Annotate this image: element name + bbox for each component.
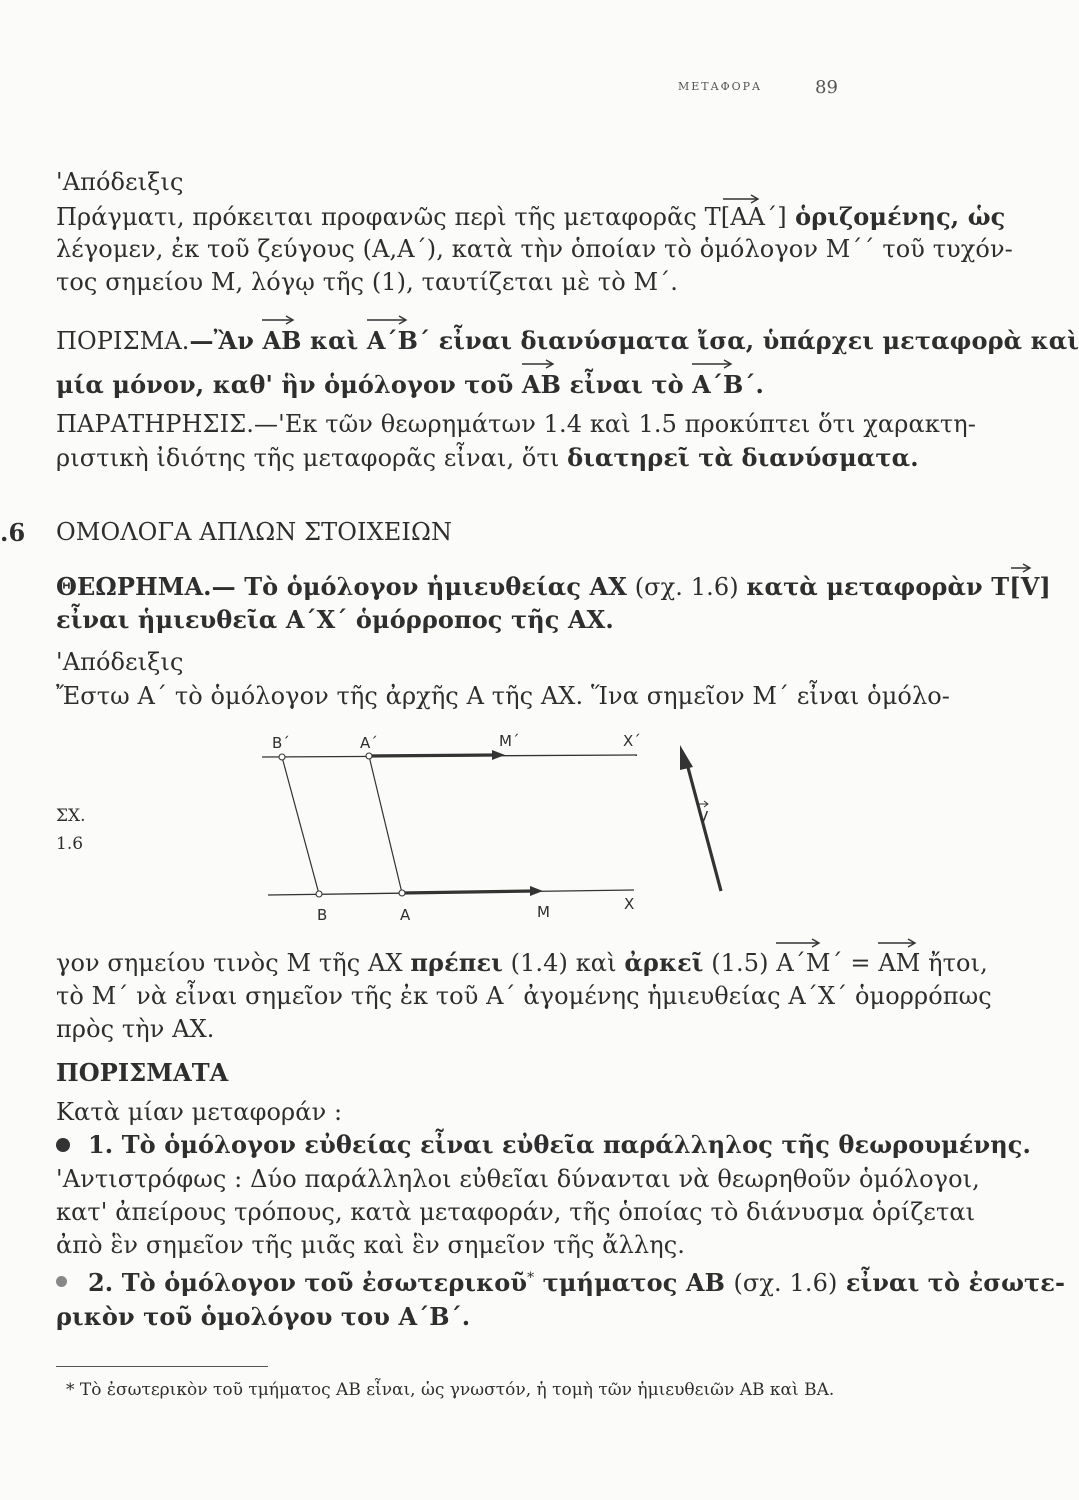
vector-arrow-icon — [692, 358, 734, 370]
vector-arrow-icon — [723, 193, 761, 205]
text-line: 'Αντιστρόφως : Δύο παράλληλοι εὐθεῖαι δύνανται νὰ θεωρηθοῦν ὁμόλογοι, — [56, 1165, 980, 1193]
paratirisis-line-1: ΠΑΡΑΤΗΡΗΣΙΣ.—'Εκ τῶν θεωρημάτων 1.4 καὶ 1.5 προκύπτει ὅτι χαρακτη- — [56, 410, 976, 438]
text-line: Πράγματι, πρόκειται προφανῶς περὶ τῆς μεταφορᾶς Τ[ΑΑ΄] ὁριζομένης, ὡς — [56, 202, 1005, 231]
vector-arrow-icon — [878, 937, 918, 949]
text-line: γον σημείου τινὸς Μ τῆς ΑΧ πρέπει (1.4) καὶ ἀρκεῖ (1.5) Α΄Μ΄ = ΑΜ ἤτοι, — [56, 948, 988, 977]
lower-vector-segment — [402, 891, 534, 893]
label-B-prime: Β΄ — [272, 734, 290, 752]
porismata-intro: Κατὰ μίαν μεταφοράν : — [56, 1098, 343, 1126]
corollary-2-line-1: 2. Τὸ ὁμόλογον τοῦ ἐσωτερικοῦ* τμήματος ΑΒ (σχ. 1.6) εἶναι τὸ ἐσωτε- — [88, 1268, 1066, 1297]
label-M-prime: Μ΄ — [499, 732, 520, 750]
paratirisis-line-2: ριστικὴ ἰδιότης τῆς μεταφορᾶς εἶναι, ὅτι διατηρεῖ τὰ διανύσματα. — [56, 443, 919, 472]
connector-BB — [282, 757, 319, 894]
label-A: Α — [400, 906, 411, 924]
vector-arrow-icon — [522, 358, 556, 370]
lower-ray — [268, 890, 634, 895]
section-title: ΟΜΟΛΟΓΑ ΑΠΛΩΝ ΣΤΟΙΧΕΙΩΝ — [56, 518, 453, 546]
upper-ray — [262, 755, 637, 757]
text-line: ἀπὸ ἓν σημεῖον τῆς μιᾶς καὶ ἓν σημεῖον τῆς ἄλλης. — [56, 1231, 685, 1259]
figure-caption-number: 1.6 — [56, 834, 84, 854]
vector-arrow-icon — [262, 314, 296, 326]
connector-AA — [369, 756, 402, 893]
corollary-2-line-2: ρικὸν τοῦ ὁμολόγου του Α΄Β΄. — [56, 1302, 471, 1331]
label-B: Β — [317, 906, 328, 924]
porismata-title: ΠΟΡΙΣΜΑΤΑ — [56, 1058, 229, 1087]
text-line: τος σημείου Μ, λόγῳ τῆς (1), ταυτίζεται μὲ τὸ Μ΄. — [56, 268, 678, 296]
label-A-prime: Α΄ — [360, 734, 378, 752]
proof-heading: 'Απόδειξις — [56, 648, 184, 676]
running-title: ΜΕΤΑΦΟΡΑ — [678, 80, 762, 93]
theorema-line-2: εἶναι ἡμιευθεῖα Α΄Χ΄ ὁμόρροπος τῆς ΑΧ. — [56, 605, 614, 634]
text-line: λέγομεν, ἐκ τοῦ ζεύγους (Α,Α΄), κατὰ τὴν ὁποίαν τὸ ὁμόλογον Μ΄΄ τοῦ τυχόν- — [56, 235, 1013, 263]
upper-vector-segment — [369, 755, 496, 756]
bullet-icon — [56, 1138, 70, 1152]
text-line: Ἔστω Α΄ τὸ ὁμόλογον τῆς ἀρχῆς Α τῆς ΑΧ. Ἵνα σημεῖον Μ΄ εἶναι ὁμόλο- — [56, 682, 951, 710]
vector-arrow-icon — [776, 937, 822, 949]
proof-heading: 'Απόδειξις — [56, 168, 184, 196]
bullet-icon — [56, 1276, 67, 1287]
figure-caption: ΣΧ. — [56, 806, 86, 826]
corollary-1: 1. Τὸ ὁμόλογον εὐθείας εἶναι εὐθεῖα παράλληλος τῆς θεωρουμένης. — [88, 1130, 1031, 1159]
vector-arrow-icon — [367, 314, 409, 326]
lower-arrowhead — [530, 886, 543, 896]
label-X: Χ — [624, 895, 635, 913]
upper-arrowhead — [492, 750, 505, 760]
point-A — [399, 890, 405, 896]
footnote-rule — [56, 1366, 268, 1367]
label-X-prime: Χ΄ — [623, 732, 641, 750]
translation-vector-arrowhead — [680, 745, 693, 770]
label-vector-V: V — [698, 808, 709, 826]
section-number: .6 — [0, 518, 26, 547]
point-B-prime — [279, 754, 285, 760]
text-line: πρὸς τὴν ΑΧ. — [56, 1015, 215, 1043]
porisma-line-2: μία μόνον, καθ' ἣν ὁμόλογον τοῦ ΑΒ εἶναι τὸ Α΄Β΄ . — [56, 370, 764, 399]
point-B — [316, 891, 322, 897]
label-M: Μ — [537, 903, 550, 921]
text-line: τὸ Μ΄ νὰ εἶναι σημεῖον τῆς ἐκ τοῦ Α΄ ἀγομένης ἡμιευθείας Α΄Χ΄ ὁμορρόπως — [56, 982, 992, 1010]
porisma-line-1: ΠΟΡΙΣΜΑ.—Ἂν ΑΒ καὶ Α΄Β΄ εἶναι διανύσματα ἴσα, ὑπάρχει μεταφορὰ καὶ — [56, 326, 1079, 355]
vector-arrow-icon — [1011, 562, 1033, 574]
page-number: 89 — [815, 77, 838, 98]
text-line: κατ' ἀπείρους τρόπους, κατὰ μεταφοράν, τῆς ὁποίας τὸ διάνυσμα ὁρίζεται — [56, 1198, 976, 1226]
theorema-line-1: ΘΕΩΡΗΜΑ.— Τὸ ὁμόλογον ἡμιευθείας ΑΧ (σχ. 1.6) κατὰ μεταφορὰν Τ[V] — [56, 572, 1051, 601]
footnote: * Τὸ ἐσωτερικὸν τοῦ τμήματος ΑΒ εἶναι, ὡς γνωστόν, ἡ τομὴ τῶν ἡμιευθειῶν ΑΒ καὶ ΒΑ. — [66, 1380, 835, 1400]
point-A-prime — [366, 753, 372, 759]
